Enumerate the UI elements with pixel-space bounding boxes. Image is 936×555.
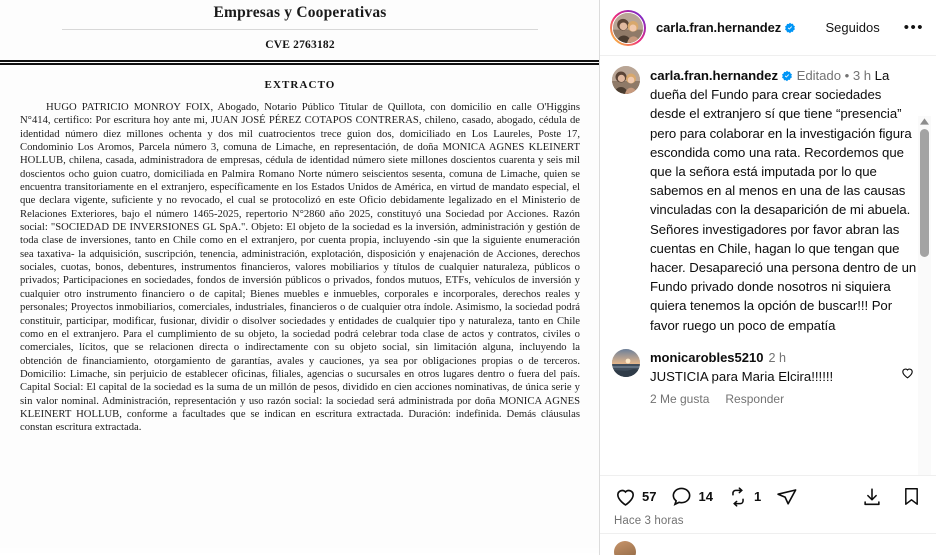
title-divider	[62, 29, 538, 30]
scrollbar-thumb[interactable]	[920, 129, 929, 257]
download-button[interactable]	[861, 486, 883, 508]
caption-verified-badge-icon	[781, 70, 793, 82]
bookmark-icon	[901, 486, 922, 507]
caption-time: 3 h	[852, 68, 872, 83]
comment-body	[650, 349, 884, 406]
post-header-username-wrap[interactable]	[656, 19, 796, 37]
like-count: 57	[642, 489, 657, 504]
comment-text: JUSTICIA para Maria Elcira!!!!!!	[650, 368, 834, 384]
commenter-avatar[interactable]	[612, 349, 640, 377]
comment-likes-count[interactable]: 2 Me gusta	[650, 391, 710, 406]
post-timestamp: Hace 3 horas	[614, 515, 684, 527]
comment-button[interactable]	[670, 485, 712, 508]
comment-item	[612, 349, 918, 406]
comment-bubble-icon	[670, 485, 693, 508]
scroll-up-arrow-icon[interactable]	[919, 116, 930, 127]
heart-outline-icon	[614, 485, 637, 508]
caption-avatar[interactable]	[612, 66, 640, 94]
action-icons-row	[614, 485, 922, 508]
comment-count: 14	[698, 489, 713, 504]
verified-badge-icon	[784, 22, 796, 34]
more-options-icon[interactable]: •••	[903, 19, 924, 36]
comment-time: 2 h	[768, 350, 786, 365]
post-header	[600, 0, 936, 56]
save-button[interactable]	[901, 486, 922, 507]
avatar-photo	[613, 13, 643, 43]
caption-body-text: La dueña del Fundo para crear sociedades desde el extranjero sí que tiene “presencia” pero para colaborar en la investigación figura escondida como una rata. Recordemos que que la señora está imputada por lo que sabemos en al menos en una de las causas vinculadas con la desaparición de mi abuela. Señores investigadores por favor abran las cuentas en Chile, hagan lo que tengan que hacer. Desapareció una persona dentro de un Fundo privado donde nosotros ni siquiera quiera tenemos la opción de buscar!!! Por favor ruego un poco de empatía	[650, 68, 917, 333]
document-body-text: HUGO PATRICIO MONROY FOIX, Abogado, Notario Público Titular de Quillota, con domicilio en calle O'Higgins N°414, certifico: Por escritura hoy ante mi, JUAN JOSÉ PÉREZ COTAPOS CONTRERAS, chileno, casado, abogado, cédula de identidad número diez millones ochenta y dos mil cuatrocientos trece guion dos, domiciliado en Los Laureles, Poste 17, Condominio Los Aromos, Parcela número 3, comuna de Limache, en representación, de doña MONICA AGNES KLEINERT HOLLUB, chilena, casada, administradora de empresas, cédula de identidad número siete millones doscientos cuarenta y seis mil doscientos ocho guion cuatro, domiciliada en Palmira Romano Norte número seiscientos sesenta, comuna de Limache, quien se encuentra transitoriamente en el extranjero, específicamente en los Estados Unidos de América, en virtud de mandato especial, el que declara vigente, suficiente y no revocado, el cual se protocolizó en este Oficio debidamente legalizado en el Ministerio de Relaciones Exteriores, bajo el número 1465-2025, repertorio N°2860 año 2025, constituyó una Sociedad por Acciones. Razón social: "SOCIEDAD DE INVERSIONES GL SpA.". Objeto: El objeto de la sociedad es la inversión, administración y gestión de toda clase de inversiones, tanto en Chile como en el extranjero, por cuenta propia, incluyendo -sin que la siguiente enumeración sea taxativa- la adquisición, suscripción, tenencia, administración, explotación, disposición y enajenación de Acciones, derechos sociales, cuotas, bonos, debentures, instrumentos financieros, valores mobiliarios y títulos de cualquier naturaleza, públicos o privados; Participaciones en sociedades, fondos de inversión públicos o privados, fondos mutuos, ETFs, vehículos de inversión y cualquier otro instrumento financiero o de capital; Bienes muebles e inmuebles, corporales e incorporales, derechos reales y personales; Proyectos inmobiliarios, comerciales, industriales, financieros o de cualquier otra índole. Asimismo, la sociedad podrá constituir, participar, modificar, fusionar, dividir o disolver sociedades y entidades de cualquier tipo y naturaleza, tanto en Chile como en el extranjero. Para el cumplimiento de su objeto, la sociedad podrá celebrar toda clase de actos y contratos, civiles o comerciales, lícitos, que se relacionen directa o indirectamente con su objeto social, sin limitación alguna, incluyendo la obtención de financiamiento, otorgamiento de garantías, avales y cauciones, ya sea por obligaciones propias o de terceros. Domicilio: Limache, sin perjuicio de establecer oficinas, filiales, agencias o sucursales en otros lugares dentro o fuera del país. Capital Social: El capital de la sociedad es la suma de un millón de pesos, dividido en cien acciones nominativas, de única serie y sin valor nominal. Administración, representación y uso razón social: la sociedad será administrada por doña MONICA AGNES KLEINERT HOLLUB, conforme a facultades que se indican en escritura extractada. Duración: indefinida. Demás cláusulas constan escritura extractada.	[20, 102, 580, 434]
follow-state-button[interactable]: Seguidos	[825, 20, 880, 35]
document-title: Empresas y Cooperativas	[213, 4, 387, 21]
comment-composer-peek[interactable]	[600, 533, 936, 555]
repost-icon	[727, 486, 749, 508]
caption-username[interactable]: carla.fran.hernandez	[650, 68, 778, 83]
comment-header	[650, 349, 884, 367]
caption-block	[612, 66, 918, 335]
post-action-bar	[600, 475, 936, 533]
comment-like-button[interactable]	[900, 365, 916, 406]
post-username[interactable]: carla.fran.hernandez	[656, 19, 782, 35]
action-right-group	[861, 486, 922, 508]
share-paper-plane-icon	[775, 485, 798, 508]
profile-avatar[interactable]	[610, 10, 646, 46]
caption-text-container	[650, 66, 918, 335]
post-content-scroll-area[interactable]	[600, 56, 936, 475]
document-section-heading: EXTRACTO	[264, 79, 336, 91]
like-button[interactable]	[614, 485, 656, 508]
composer-avatar[interactable]	[614, 541, 636, 555]
repost-count: 1	[753, 489, 762, 504]
content-scrollbar[interactable]	[918, 116, 931, 475]
download-icon	[861, 486, 883, 508]
commenter-username[interactable]: monicarobles5210	[650, 349, 764, 365]
caption-avatar-photo	[612, 66, 640, 94]
header-double-rule	[0, 60, 600, 65]
document-cve: CVE 2763182	[265, 39, 335, 51]
comment-actions	[650, 392, 884, 406]
repost-button[interactable]	[727, 486, 761, 508]
comment-reply-button[interactable]: Responder	[725, 391, 785, 406]
share-button[interactable]	[775, 485, 798, 508]
instagram-post-panel	[600, 0, 936, 555]
heart-outline-icon	[900, 365, 915, 380]
caption-separator: •	[844, 68, 850, 83]
commenter-avatar-photo	[612, 349, 640, 377]
caption-edited-label: Editado	[796, 68, 842, 83]
